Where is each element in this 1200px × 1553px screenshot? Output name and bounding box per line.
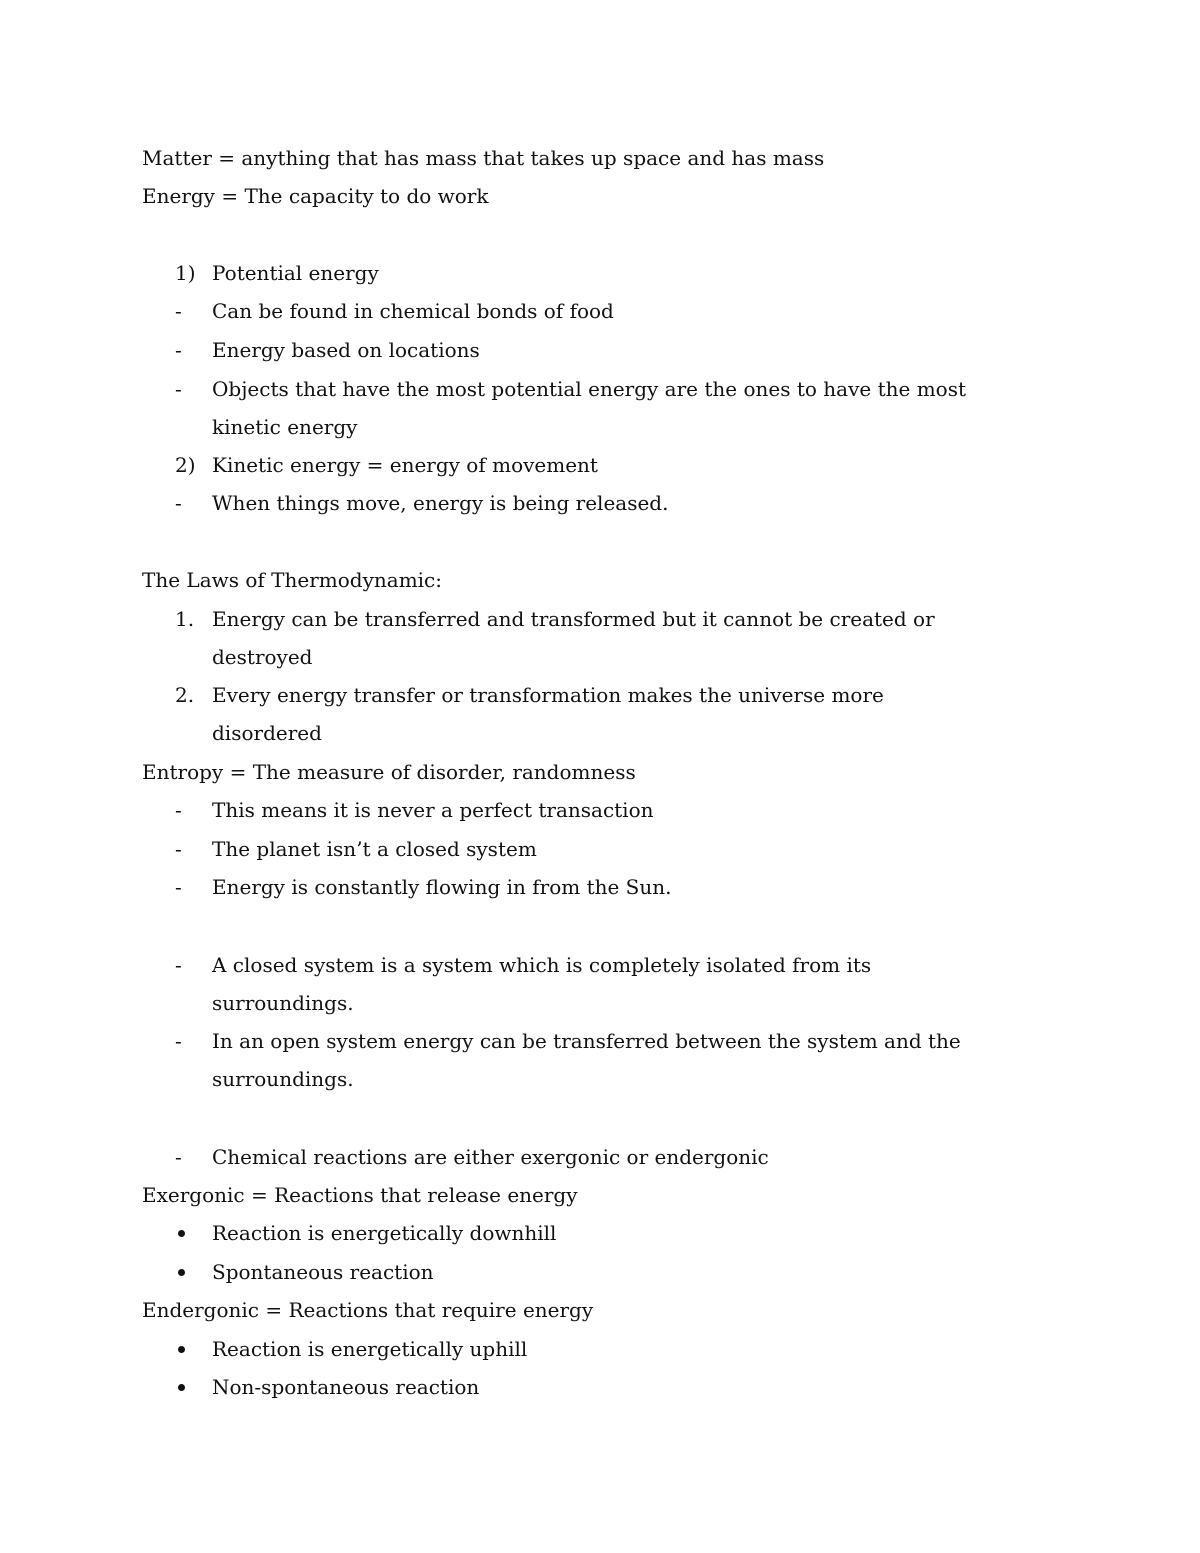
dash-marker: -	[175, 837, 182, 861]
law-item: Every energy transfer or transformation makes the universe more	[212, 683, 884, 707]
matter-definition: Matter = anything that has mass that takes up space and has mass	[142, 146, 825, 170]
thermodynamics-heading: The Laws of Thermodynamic:	[142, 568, 442, 592]
law-item-continuation: destroyed	[212, 645, 313, 669]
list-item: Energy based on locations	[212, 338, 480, 362]
kinetic-energy-heading: Kinetic energy = energy of movement	[212, 453, 598, 477]
list-number: 2)	[175, 453, 196, 477]
list-number: 1)	[175, 261, 196, 285]
bullet-dot-icon	[178, 1384, 185, 1391]
entropy-definition: Entropy = The measure of disorder, randomness	[142, 760, 636, 784]
dash-marker: -	[175, 377, 182, 401]
list-number: 1.	[175, 607, 195, 631]
dash-marker: -	[175, 953, 182, 977]
law-item: Energy can be transferred and transformed but it cannot be created or	[212, 607, 935, 631]
dash-marker: -	[175, 875, 182, 899]
bullet-dot-icon	[178, 1269, 185, 1276]
list-item: Chemical reactions are either exergonic or endergonic	[212, 1145, 769, 1169]
potential-energy-heading: Potential energy	[212, 261, 379, 285]
list-item: Spontaneous reaction	[212, 1260, 434, 1284]
dash-marker: -	[175, 299, 182, 323]
law-item-continuation: disordered	[212, 721, 322, 745]
list-number: 2.	[175, 683, 195, 707]
list-item-continuation: kinetic energy	[212, 415, 358, 439]
list-item: This means it is never a perfect transaction	[212, 798, 654, 822]
endergonic-definition: Endergonic = Reactions that require energy	[142, 1298, 594, 1322]
list-item: Non-spontaneous reaction	[212, 1375, 480, 1399]
list-item: Energy is constantly flowing in from the Sun.	[212, 875, 672, 899]
list-item: When things move, energy is being released.	[212, 491, 669, 515]
list-item: In an open system energy can be transferred between the system and the	[212, 1029, 961, 1053]
exergonic-definition: Exergonic = Reactions that release energy	[142, 1183, 578, 1207]
dash-marker: -	[175, 798, 182, 822]
list-item: Reaction is energetically uphill	[212, 1337, 528, 1361]
dash-marker: -	[175, 1029, 182, 1053]
dash-marker: -	[175, 491, 182, 515]
list-item: Can be found in chemical bonds of food	[212, 299, 614, 323]
list-item-continuation: surroundings.	[212, 991, 354, 1015]
list-item: Objects that have the most potential energy are the ones to have the most	[212, 377, 967, 401]
bullet-dot-icon	[178, 1230, 185, 1237]
list-item: Reaction is energetically downhill	[212, 1221, 557, 1245]
dash-marker: -	[175, 1145, 182, 1169]
list-item: The planet isn’t a closed system	[212, 837, 537, 861]
bullet-dot-icon	[178, 1346, 185, 1353]
dash-marker: -	[175, 338, 182, 362]
energy-definition: Energy = The capacity to do work	[142, 184, 489, 208]
list-item-continuation: surroundings.	[212, 1067, 354, 1091]
list-item: A closed system is a system which is completely isolated from its	[212, 953, 872, 977]
